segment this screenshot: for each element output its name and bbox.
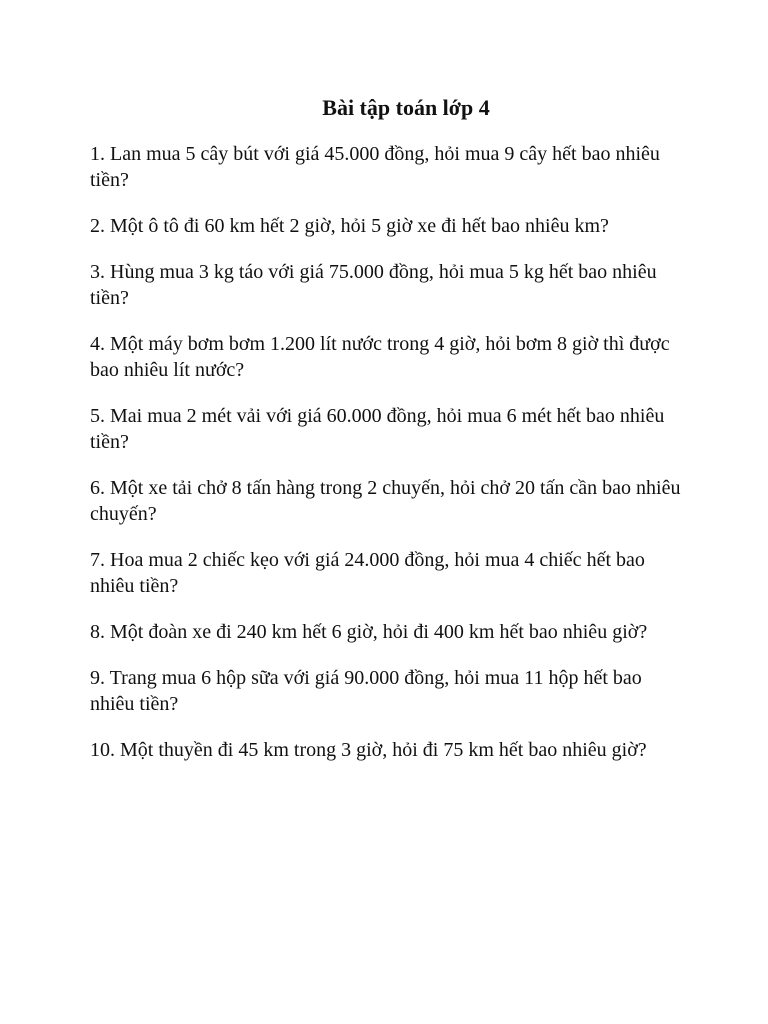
problem-item-9: 9. Trang mua 6 hộp sữa với giá 90.000 đồng, hỏi mua 11 hộp hết bao nhiêu tiền? xyxy=(90,667,642,715)
document-title: Bài tập toán lớp 4 xyxy=(322,95,490,120)
problem-list xyxy=(90,141,682,783)
problem-item-3: 3. Hùng mua 3 kg táo với giá 75.000 đồng, hỏi mua 5 kg hết bao nhiêu tiền? xyxy=(90,261,657,309)
problem-item-10: 10. Một thuyền đi 45 km trong 3 giờ, hỏi đi 75 km hết bao nhiêu giờ? xyxy=(90,739,647,761)
problem-item-4: 4. Một máy bơm bơm 1.200 lít nước trong 4 giờ, hỏi bơm 8 giờ thì được bao nhiêu lít nước? xyxy=(90,333,670,381)
problem-item-2: 2. Một ô tô đi 60 km hết 2 giờ, hỏi 5 giờ xe đi hết bao nhiêu km? xyxy=(90,215,609,237)
problem-item-6: 6. Một xe tải chở 8 tấn hàng trong 2 chuyến, hỏi chở 20 tấn cần bao nhiêu chuyến? xyxy=(90,477,681,525)
problem-item-5: 5. Mai mua 2 mét vải với giá 60.000 đồng, hỏi mua 6 mét hết bao nhiêu tiền? xyxy=(90,405,665,453)
problem-item-1: 1. Lan mua 5 cây bút với giá 45.000 đồng, hỏi mua 9 cây hết bao nhiêu tiền? xyxy=(90,143,660,191)
problem-item-7: 7. Hoa mua 2 chiếc kẹo với giá 24.000 đồng, hỏi mua 4 chiếc hết bao nhiêu tiền? xyxy=(90,549,645,597)
problem-item-8: 8. Một đoàn xe đi 240 km hết 6 giờ, hỏi đi 400 km hết bao nhiêu giờ? xyxy=(90,621,648,643)
